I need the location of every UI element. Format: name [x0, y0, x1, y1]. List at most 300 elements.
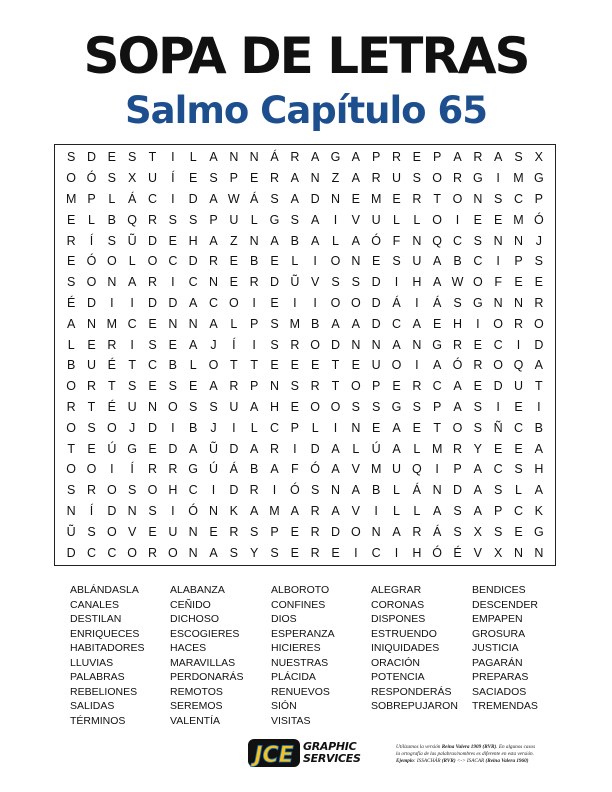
grid-cell[interactable]: O — [147, 483, 158, 498]
grid-cell[interactable]: A — [351, 233, 360, 248]
grid-cell[interactable]: L — [250, 212, 258, 227]
grid-cell[interactable]: I — [171, 420, 175, 435]
grid-cell[interactable]: U — [147, 171, 157, 186]
grid-cell[interactable]: L — [128, 254, 136, 269]
grid-cell[interactable]: E — [351, 191, 360, 206]
grid-cell[interactable]: L — [413, 212, 421, 227]
grid-cell[interactable]: C — [452, 233, 462, 248]
grid-cell[interactable]: I — [516, 337, 521, 352]
grid-cell[interactable]: N — [229, 150, 239, 165]
grid-cell[interactable]: N — [513, 295, 523, 310]
grid-cell[interactable]: I — [252, 295, 256, 310]
grid-cell[interactable]: A — [432, 254, 442, 269]
grid-cell[interactable]: D — [66, 545, 76, 560]
grid-cell[interactable]: Ó — [289, 483, 300, 498]
grid-cell[interactable]: M — [269, 503, 280, 518]
grid-cell[interactable]: N — [208, 275, 218, 290]
grid-cell[interactable]: N — [493, 233, 503, 248]
grid-cell[interactable]: R — [147, 275, 157, 290]
grid-cell[interactable]: E — [331, 545, 340, 560]
grid-cell[interactable]: R — [269, 171, 279, 186]
grid-cell[interactable]: A — [412, 316, 421, 331]
grid-cell[interactable]: Q — [411, 462, 422, 477]
grid-cell[interactable]: E — [107, 150, 116, 165]
grid-cell[interactable]: I — [171, 150, 175, 165]
grid-cell[interactable]: S — [493, 483, 503, 498]
grid-cell[interactable]: Ó — [432, 545, 443, 560]
grid-cell[interactable]: P — [432, 399, 442, 414]
grid-cell[interactable]: E — [290, 358, 299, 373]
grid-cell[interactable]: N — [351, 254, 361, 269]
grid-cell[interactable]: Ñ — [493, 420, 503, 435]
grid-cell[interactable]: A — [331, 462, 340, 477]
grid-cell[interactable]: N — [147, 399, 157, 414]
grid-cell[interactable]: R — [147, 545, 157, 560]
grid-cell[interactable]: D — [330, 524, 340, 539]
grid-cell[interactable]: S — [290, 212, 299, 227]
grid-cell[interactable]: O — [106, 524, 117, 539]
grid-cell[interactable]: Ú — [107, 441, 117, 456]
grid-cell[interactable]: R — [310, 524, 320, 539]
grid-cell[interactable]: E — [514, 399, 523, 414]
grid-cell[interactable]: R — [452, 171, 462, 186]
grid-cell[interactable]: U — [391, 462, 401, 477]
grid-cell[interactable]: A — [453, 399, 462, 414]
grid-cell[interactable]: S — [412, 171, 421, 186]
grid-cell[interactable]: N — [107, 275, 117, 290]
grid-cell[interactable]: O — [106, 483, 117, 498]
grid-cell[interactable]: O — [66, 171, 77, 186]
grid-cell[interactable]: D — [168, 295, 178, 310]
grid-cell[interactable]: S — [331, 275, 340, 290]
grid-cell[interactable]: B — [371, 483, 381, 498]
grid-cell[interactable]: Q — [513, 358, 524, 373]
grid-cell[interactable]: S — [148, 503, 157, 518]
grid-cell[interactable]: S — [249, 524, 259, 539]
grid-cell[interactable]: X — [493, 545, 503, 560]
grid-cell[interactable]: I — [171, 191, 175, 206]
grid-cell[interactable]: S — [148, 337, 157, 352]
grid-cell[interactable]: E — [168, 337, 177, 352]
grid-cell[interactable]: D — [188, 254, 198, 269]
grid-cell[interactable]: N — [351, 420, 361, 435]
grid-cell[interactable]: N — [493, 295, 503, 310]
grid-cell[interactable]: I — [496, 171, 500, 186]
grid-cell[interactable]: C — [147, 191, 157, 206]
grid-cell[interactable]: I — [496, 399, 500, 414]
grid-cell[interactable]: S — [473, 420, 482, 435]
grid-cell[interactable]: A — [310, 212, 320, 227]
grid-cell[interactable]: B — [453, 254, 462, 269]
grid-cell[interactable]: O — [432, 171, 443, 186]
grid-cell[interactable]: N — [412, 337, 422, 352]
grid-cell[interactable]: N — [188, 524, 198, 539]
grid-cell[interactable]: N — [330, 191, 340, 206]
grid-cell[interactable]: E — [87, 337, 96, 352]
grid-cell[interactable]: R — [249, 275, 259, 290]
grid-cell[interactable]: S — [453, 503, 462, 518]
grid-cell[interactable]: A — [209, 191, 218, 206]
grid-cell[interactable]: I — [496, 254, 500, 269]
grid-cell[interactable]: E — [66, 254, 76, 269]
grid-cell[interactable]: H — [534, 462, 544, 477]
grid-cell[interactable]: Í — [130, 462, 134, 477]
grid-cell[interactable]: B — [290, 233, 299, 248]
grid-cell[interactable]: C — [127, 316, 137, 331]
grid-cell[interactable]: H — [188, 233, 198, 248]
grid-cell[interactable]: S — [473, 233, 482, 248]
grid-cell[interactable]: Ó — [533, 212, 544, 227]
grid-cell[interactable]: Í — [89, 233, 94, 248]
grid-cell[interactable]: Á — [229, 462, 238, 477]
grid-cell[interactable]: Q — [127, 212, 138, 227]
grid-cell[interactable]: I — [415, 358, 419, 373]
grid-cell[interactable]: A — [534, 441, 543, 456]
grid-cell[interactable]: R — [473, 358, 483, 373]
grid-cell[interactable]: E — [270, 295, 279, 310]
grid-cell[interactable]: R — [452, 337, 462, 352]
grid-cell[interactable]: A — [66, 316, 76, 331]
grid-cell[interactable]: O — [452, 420, 463, 435]
grid-cell[interactable]: S — [188, 212, 198, 227]
grid-cell[interactable]: R — [147, 212, 157, 227]
grid-cell[interactable]: C — [371, 545, 381, 560]
grid-cell[interactable]: S — [66, 150, 76, 165]
grid-cell[interactable]: A — [351, 171, 360, 186]
grid-cell[interactable]: R — [147, 462, 157, 477]
grid-cell[interactable]: R — [107, 337, 117, 352]
grid-cell[interactable]: K — [534, 503, 543, 518]
grid-cell[interactable]: Z — [230, 233, 238, 248]
grid-cell[interactable]: E — [148, 379, 157, 394]
grid-cell[interactable]: C — [269, 420, 279, 435]
grid-cell[interactable]: D — [147, 295, 157, 310]
grid-cell[interactable]: E — [188, 379, 198, 394]
grid-cell[interactable]: I — [293, 295, 297, 310]
grid-cell[interactable]: A — [310, 233, 320, 248]
grid-cell[interactable]: V — [351, 212, 360, 227]
grid-cell[interactable]: T — [433, 420, 441, 435]
grid-cell[interactable]: N — [249, 150, 259, 165]
grid-cell[interactable]: G — [127, 441, 138, 456]
grid-cell[interactable]: E — [412, 420, 421, 435]
grid-cell[interactable]: É — [107, 399, 116, 414]
grid-cell[interactable]: É — [66, 295, 76, 310]
grid-cell[interactable]: D — [310, 441, 320, 456]
grid-cell[interactable]: A — [331, 316, 340, 331]
grid-cell[interactable]: S — [270, 316, 279, 331]
grid-cell[interactable]: A — [290, 191, 299, 206]
grid-cell[interactable]: O — [106, 254, 117, 269]
grid-cell[interactable]: U — [229, 399, 239, 414]
grid-cell[interactable]: S — [351, 399, 360, 414]
grid-cell[interactable]: F — [494, 275, 502, 290]
grid-cell[interactable]: R — [208, 254, 218, 269]
grid-cell[interactable]: N — [412, 233, 422, 248]
grid-cell[interactable]: D — [147, 233, 157, 248]
grid-cell[interactable]: S — [66, 483, 76, 498]
grid-cell[interactable]: Ú — [371, 441, 381, 456]
grid-cell[interactable]: I — [232, 420, 236, 435]
grid-cell[interactable]: Ó — [452, 358, 463, 373]
grid-cell[interactable]: Á — [412, 483, 421, 498]
grid-cell[interactable]: P — [371, 150, 381, 165]
grid-cell[interactable]: R — [229, 524, 239, 539]
grid-cell[interactable]: E — [249, 171, 259, 186]
grid-cell[interactable]: R — [168, 462, 178, 477]
grid-cell[interactable]: S — [493, 191, 503, 206]
grid-cell[interactable]: N — [371, 524, 381, 539]
grid-cell[interactable]: M — [431, 441, 443, 456]
grid-cell[interactable]: S — [453, 524, 462, 539]
grid-cell[interactable]: C — [513, 420, 523, 435]
grid-cell[interactable]: I — [252, 337, 256, 352]
grid-cell[interactable]: S — [351, 275, 360, 290]
grid-cell[interactable]: W — [227, 191, 240, 206]
grid-cell[interactable]: D — [86, 150, 96, 165]
grid-cell[interactable]: M — [513, 171, 524, 186]
grid-cell[interactable]: N — [188, 545, 198, 560]
grid-cell[interactable]: C — [188, 275, 198, 290]
grid-cell[interactable]: C — [513, 503, 523, 518]
grid-cell[interactable]: A — [473, 503, 482, 518]
grid-cell[interactable]: I — [455, 212, 460, 227]
grid-cell[interactable]: E — [493, 212, 503, 227]
grid-cell[interactable]: E — [168, 233, 177, 248]
grid-cell[interactable]: Ó — [86, 254, 97, 269]
grid-cell[interactable]: O — [66, 379, 77, 394]
grid-cell[interactable]: A — [351, 483, 360, 498]
grid-cell[interactable]: H — [412, 275, 422, 290]
grid-cell[interactable]: T — [230, 358, 238, 373]
grid-cell[interactable]: T — [148, 150, 157, 165]
grid-cell[interactable]: A — [351, 316, 360, 331]
grid-cell[interactable]: N — [330, 483, 340, 498]
grid-cell[interactable]: S — [107, 171, 116, 186]
grid-cell[interactable]: U — [127, 399, 137, 414]
grid-cell[interactable]: V — [310, 275, 320, 290]
grid-cell[interactable]: G — [188, 462, 199, 477]
grid-cell[interactable]: L — [250, 420, 258, 435]
grid-cell[interactable]: E — [392, 379, 401, 394]
grid-cell[interactable]: A — [209, 545, 218, 560]
grid-cell[interactable]: O — [452, 191, 463, 206]
grid-cell[interactable]: S — [168, 379, 177, 394]
grid-cell[interactable]: Í — [89, 503, 94, 518]
grid-cell[interactable]: L — [291, 254, 299, 269]
grid-cell[interactable]: E — [514, 524, 523, 539]
grid-cell[interactable]: R — [66, 233, 76, 248]
grid-cell[interactable]: A — [270, 233, 279, 248]
grid-cell[interactable]: G — [472, 295, 483, 310]
grid-cell[interactable]: O — [330, 295, 341, 310]
grid-cell[interactable]: S — [534, 254, 543, 269]
grid-cell[interactable]: O — [350, 524, 361, 539]
grid-cell[interactable]: I — [130, 295, 134, 310]
grid-cell[interactable]: A — [331, 503, 340, 518]
grid-cell[interactable]: S — [209, 399, 218, 414]
grid-cell[interactable]: Ũ — [66, 524, 76, 539]
grid-cell[interactable]: Ũ — [290, 275, 300, 290]
grid-cell[interactable]: H — [168, 483, 178, 498]
grid-cell[interactable]: N — [208, 503, 218, 518]
grid-cell[interactable]: U — [412, 254, 422, 269]
grid-cell[interactable]: R — [412, 379, 422, 394]
grid-cell[interactable]: E — [371, 254, 381, 269]
grid-cell[interactable]: G — [432, 337, 443, 352]
grid-cell[interactable]: E — [473, 212, 482, 227]
grid-cell[interactable]: E — [473, 379, 482, 394]
grid-cell[interactable]: Ũ — [127, 233, 137, 248]
grid-cell[interactable]: D — [330, 337, 340, 352]
grid-cell[interactable]: G — [330, 150, 341, 165]
grid-cell[interactable]: Ũ — [208, 441, 218, 456]
grid-cell[interactable]: N — [269, 379, 279, 394]
grid-cell[interactable]: D — [188, 191, 198, 206]
grid-cell[interactable]: E — [87, 441, 96, 456]
grid-cell[interactable]: S — [473, 399, 482, 414]
grid-cell[interactable]: S — [270, 191, 279, 206]
grid-cell[interactable]: I — [415, 295, 419, 310]
grid-cell[interactable]: Ó — [188, 503, 199, 518]
grid-cell[interactable]: C — [432, 379, 442, 394]
grid-cell[interactable]: R — [412, 524, 422, 539]
grid-cell[interactable]: E — [514, 275, 523, 290]
grid-cell[interactable]: A — [209, 379, 218, 394]
grid-cell[interactable]: A — [392, 420, 401, 435]
grid-cell[interactable]: B — [168, 358, 177, 373]
grid-cell[interactable]: O — [147, 254, 158, 269]
grid-cell[interactable]: X — [534, 150, 543, 165]
grid-cell[interactable]: N — [371, 337, 381, 352]
grid-cell[interactable]: T — [67, 441, 75, 456]
grid-cell[interactable]: Á — [392, 295, 401, 310]
grid-cell[interactable]: I — [272, 483, 277, 498]
grid-cell[interactable]: I — [110, 462, 114, 477]
grid-cell[interactable]: N — [432, 483, 442, 498]
grid-cell[interactable]: C — [513, 191, 523, 206]
grid-cell[interactable]: E — [66, 212, 76, 227]
grid-cell[interactable]: D — [107, 503, 117, 518]
grid-cell[interactable]: C — [168, 254, 178, 269]
grid-cell[interactable]: D — [534, 337, 544, 352]
grid-cell[interactable]: Á — [432, 524, 442, 539]
grid-cell[interactable]: I — [293, 441, 297, 456]
grid-cell[interactable]: A — [209, 233, 218, 248]
grid-cell[interactable]: E — [290, 524, 299, 539]
grid-cell[interactable]: E — [148, 524, 157, 539]
grid-cell[interactable]: Ó — [86, 171, 97, 186]
grid-cell[interactable]: J — [535, 233, 542, 248]
grid-cell[interactable]: Á — [270, 150, 279, 165]
grid-cell[interactable]: É — [453, 545, 462, 560]
grid-cell[interactable]: J — [210, 337, 217, 352]
grid-cell[interactable]: G — [533, 524, 544, 539]
grid-cell[interactable]: A — [473, 483, 482, 498]
grid-cell[interactable]: D — [371, 316, 381, 331]
grid-cell[interactable]: L — [393, 212, 400, 227]
grid-cell[interactable]: A — [249, 441, 259, 456]
grid-cell[interactable]: O — [533, 316, 544, 331]
grid-cell[interactable]: O — [127, 545, 138, 560]
grid-cell[interactable]: R — [290, 337, 300, 352]
grid-cell[interactable]: D — [86, 295, 96, 310]
grid-cell[interactable]: N — [249, 233, 259, 248]
grid-cell[interactable]: R — [66, 399, 76, 414]
grid-cell[interactable]: A — [290, 171, 299, 186]
grid-cell[interactable]: L — [332, 233, 339, 248]
grid-cell[interactable]: A — [249, 503, 259, 518]
grid-cell[interactable]: U — [371, 212, 381, 227]
grid-cell[interactable]: U — [168, 524, 178, 539]
grid-cell[interactable]: N — [513, 233, 523, 248]
grid-cell[interactable]: O — [310, 337, 321, 352]
grid-cell[interactable]: L — [230, 316, 238, 331]
grid-cell[interactable]: B — [66, 358, 76, 373]
grid-cell[interactable]: O — [86, 275, 97, 290]
grid-cell[interactable]: R — [310, 545, 320, 560]
grid-cell[interactable]: E — [493, 441, 503, 456]
grid-cell[interactable]: N — [351, 337, 361, 352]
grid-cell[interactable]: N — [168, 316, 178, 331]
grid-cell[interactable]: B — [188, 420, 198, 435]
grid-cell[interactable]: O — [66, 462, 77, 477]
grid-cell[interactable]: B — [107, 212, 116, 227]
grid-cell[interactable]: B — [249, 254, 259, 269]
grid-cell[interactable]: A — [188, 337, 198, 352]
grid-cell[interactable]: E — [473, 337, 482, 352]
grid-cell[interactable]: C — [208, 295, 218, 310]
grid-cell[interactable]: A — [473, 462, 482, 477]
grid-cell[interactable]: L — [88, 212, 95, 227]
grid-cell[interactable]: S — [127, 150, 137, 165]
grid-cell[interactable]: Í — [232, 337, 236, 352]
grid-cell[interactable]: S — [412, 399, 421, 414]
grid-cell[interactable]: S — [188, 399, 198, 414]
grid-cell[interactable]: O — [493, 316, 504, 331]
grid-cell[interactable]: P — [87, 191, 96, 206]
grid-cell[interactable]: R — [249, 483, 259, 498]
grid-cell[interactable]: S — [371, 399, 381, 414]
grid-cell[interactable]: L — [311, 420, 319, 435]
grid-cell[interactable]: A — [351, 150, 360, 165]
grid-cell[interactable]: A — [392, 441, 401, 456]
grid-cell[interactable]: D — [371, 295, 381, 310]
grid-cell[interactable]: S — [270, 545, 279, 560]
grid-cell[interactable]: É — [107, 358, 116, 373]
grid-cell[interactable]: M — [65, 191, 77, 206]
grid-cell[interactable]: D — [269, 275, 279, 290]
grid-cell[interactable]: Á — [127, 191, 137, 206]
grid-cell[interactable]: K — [229, 503, 238, 518]
grid-cell[interactable]: U — [371, 358, 381, 373]
grid-cell[interactable]: E — [432, 316, 442, 331]
grid-cell[interactable]: H — [269, 399, 279, 414]
grid-cell[interactable]: S — [87, 420, 96, 435]
grid-cell[interactable]: Á — [432, 295, 442, 310]
grid-cell[interactable]: Z — [331, 171, 340, 186]
grid-cell[interactable]: A — [392, 337, 401, 352]
grid-cell[interactable]: T — [331, 358, 340, 373]
grid-cell[interactable]: T — [128, 358, 136, 373]
grid-cell[interactable]: O — [350, 295, 361, 310]
grid-cell[interactable]: S — [493, 524, 503, 539]
grid-cell[interactable]: A — [432, 358, 442, 373]
grid-cell[interactable]: R — [452, 441, 462, 456]
grid-cell[interactable]: S — [127, 483, 137, 498]
grid-cell[interactable]: I — [171, 503, 175, 518]
grid-cell[interactable]: I — [374, 503, 378, 518]
